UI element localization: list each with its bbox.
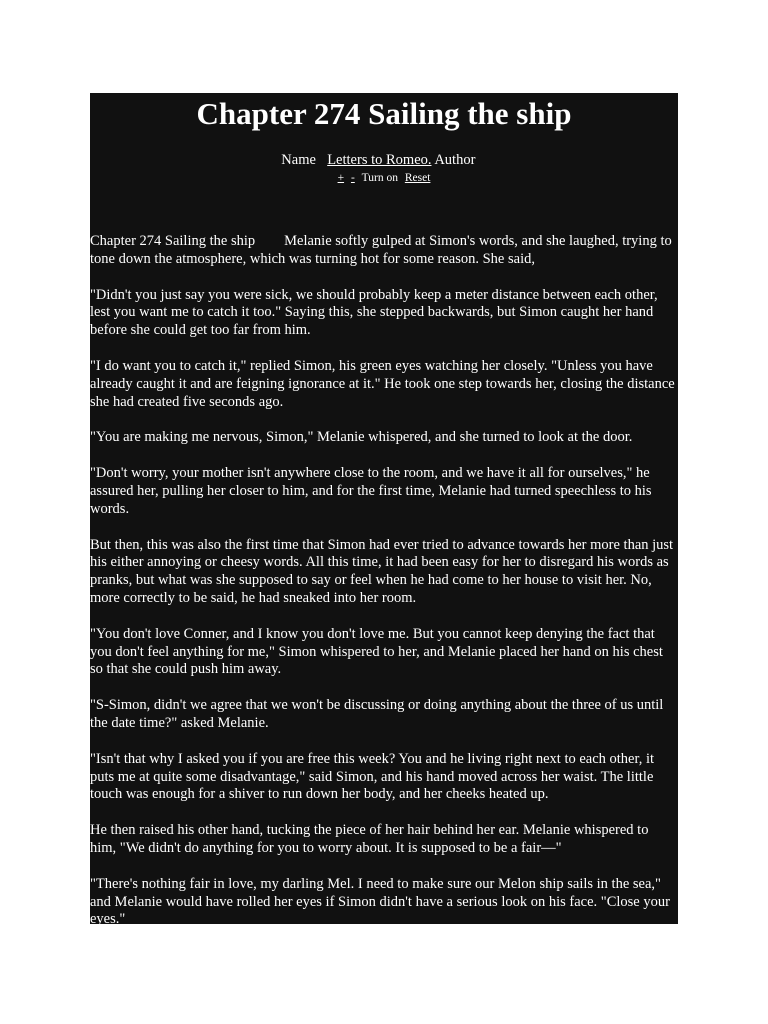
story-paragraph: "Didn't you just say you were sick, we should probably keep a meter distance between each other, lest you want me to catch it too." Saying this, she stepped backwards, but Simon caught her hand before she could get too far from him.	[90, 286, 662, 339]
author-label: Author	[430, 152, 472, 168]
story-paragraph: "There's nothing fair in love, my darling Mel. I need to make sure our Melon ship sails in the sea," and Melanie would have rolled her eyes if Simon didn't have a serious look on his face. "Close your eyes."	[90, 875, 674, 928]
name-label: Name	[281, 152, 316, 168]
story-paragraph: "I do want you to catch it," replied Simon, his green eyes watching her closely. "Unless you have already caught it and are feigning ignorance at it." He took one step towards her, closing the distance she had created five seconds ago.	[90, 357, 679, 410]
story-body	[90, 233, 678, 929]
author-separator-glyph	[475, 152, 486, 168]
separator-glyph	[319, 152, 324, 168]
reset-button[interactable]: Reset	[404, 172, 431, 184]
reader-panel	[90, 93, 679, 928]
story-paragraph: "Isn't that why I asked you if you are free this week? You and he living right next to each other, it puts me at quite some disadvantage," said Simon, and his hand moved across her waist. The little touch was enough for a shiver to run down her body, and her cheeks heated up.	[90, 750, 658, 803]
book-link[interactable]: Letters to Romeo.	[323, 152, 428, 168]
chapter-title: Chapter 274 Sailing the ship	[196, 96, 572, 131]
story-paragraph: "You are making me nervous, Simon," Melanie whispered, and she turned to look at the door.	[90, 429, 633, 446]
story-paragraph: He then raised his other hand, tucking the piece of her hair behind her ear. Melanie whispered to him, "We didn't do anything for you to worry about. It is supposed to be a fair—"	[90, 822, 653, 856]
font-increase-button[interactable]: +	[337, 172, 345, 184]
story-paragraph: "S-Simon, didn't we agree that we won't be discussing or doing anything about the three of us until the date time?" asked Melanie.	[90, 697, 667, 731]
story-paragraph: "Don't worry, your mother isn't anywhere close to the room, and we have it all for ourselves," he assured her, pulling her closer to him, and for the first time, Melanie had turned speechless to his words.	[90, 465, 656, 517]
book-meta	[90, 151, 678, 169]
turn-on-toggle[interactable]: Turn on	[361, 172, 398, 184]
story-paragraph: "You don't love Conner, and I know you don't love me. But you cannot keep denying the fact that you don't feel anything for me," Simon whispered to her, and Melanie placed her hand on his chest so that she could push him away.	[90, 625, 667, 678]
font-decrease-button[interactable]: -	[350, 172, 355, 184]
story-paragraph: Chapter 274 Sailing the ship Melanie softly gulped at Simon's words, and she laughed, trying to tone down the atmosphere, which was turning hot for some reason. She said,	[90, 233, 676, 267]
story-paragraph: But then, this was also the first time that Simon had ever tried to advance towards her more than just his either annoying or cheesy words. All this time, it had been easy for her to disregard his words as pranks, but what was she supposed to say or feel when he had come to her house to visit her. No, more correctly to be said, he had sneaked into her room.	[90, 536, 677, 606]
reader-controls	[90, 171, 678, 185]
